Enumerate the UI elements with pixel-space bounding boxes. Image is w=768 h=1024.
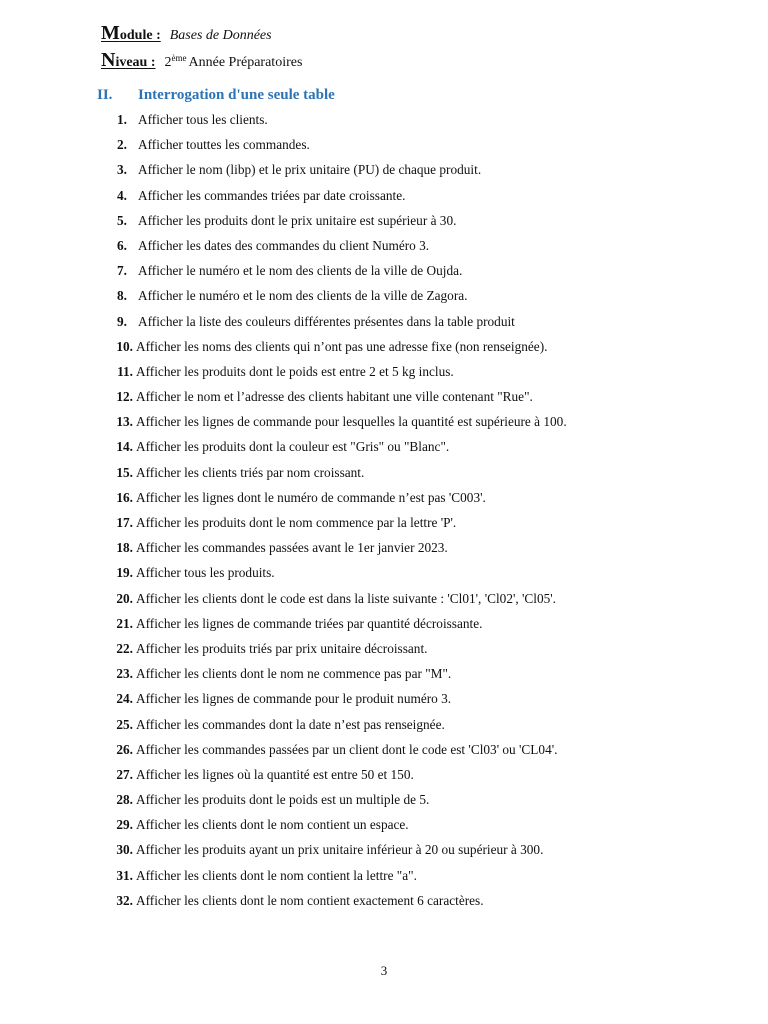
item-text: Afficher la liste des couleurs différentes présentes dans la table produit	[138, 313, 515, 329]
item-number: 7.	[117, 263, 127, 279]
item-number: 14.	[116, 439, 133, 455]
list-item	[0, 339, 567, 364]
list-item	[0, 515, 567, 540]
item-number: 26.	[116, 741, 133, 757]
item-text: Afficher les lignes de commande pour lesquelles la quantité est supérieure à 100.	[136, 414, 567, 430]
item-text: Afficher les clients dont le nom ne commence pas par "M".	[136, 666, 452, 682]
item-text: Afficher les clients dont le nom contient la lettre "a".	[136, 867, 417, 883]
level-value	[165, 47, 303, 74]
item-text: Afficher les produits dont le poids est un multiple de 5.	[136, 792, 430, 808]
list-item	[0, 112, 567, 137]
item-number: 10.	[116, 338, 133, 354]
list-item	[0, 314, 567, 339]
item-text: Afficher les produits triés par prix unitaire décroissant.	[136, 640, 428, 656]
module-label-initial: M	[101, 22, 120, 44]
item-text: Afficher les commandes dont la date n’est pas renseignée.	[136, 716, 445, 732]
item-text: Afficher les lignes dont le numéro de commande n’est pas 'C003'.	[136, 489, 486, 505]
item-number: 23.	[116, 666, 133, 682]
item-number: 22.	[116, 640, 133, 656]
list-item	[0, 893, 567, 918]
item-number: 8.	[117, 288, 127, 304]
item-number: 20.	[116, 590, 133, 606]
list-item	[0, 742, 567, 767]
level-superscript: ème	[171, 53, 187, 63]
list-item	[0, 238, 567, 263]
item-text: Afficher les lignes de commande triées par quantité décroissante.	[136, 615, 483, 631]
item-text: Afficher les produits ayant un prix unitaire inférieur à 20 ou supérieur à 300.	[136, 842, 544, 858]
item-number: 11.	[117, 363, 133, 379]
item-text: Afficher les commandes passées par un client dont le code est 'Cl03' ou 'CL04'.	[136, 741, 558, 757]
list-item	[0, 565, 567, 590]
list-item	[0, 288, 567, 313]
level-label-rest: iveau :	[115, 55, 156, 70]
item-number: 3.	[117, 162, 127, 178]
list-item	[0, 188, 567, 213]
item-number: 29.	[116, 817, 133, 833]
item-number: 32.	[116, 892, 133, 908]
list-item	[0, 389, 567, 414]
section-heading	[97, 87, 335, 104]
item-text: Afficher touttes les commandes.	[138, 137, 310, 153]
list-item	[0, 792, 567, 817]
item-number: 28.	[116, 792, 133, 808]
item-text: Afficher tous les produits.	[136, 565, 275, 581]
level-label	[101, 49, 156, 74]
list-item	[0, 868, 567, 893]
module-label-rest: odule :	[119, 28, 161, 43]
item-text: Afficher le numéro et le nom des clients de la ville de Zagora.	[138, 288, 468, 304]
level-text: Année Préparatoires	[188, 55, 303, 70]
item-number: 12.	[116, 389, 133, 405]
level-line	[101, 47, 302, 74]
list-item	[0, 817, 567, 842]
item-number: 1.	[117, 112, 127, 127]
item-text: Afficher les clients dont le nom contient un espace.	[136, 817, 409, 833]
list-item	[0, 364, 567, 389]
item-number: 18.	[116, 540, 133, 556]
list-item	[0, 641, 567, 666]
item-text: Afficher les clients dont le code est dans la liste suivante : 'Cl01', 'Cl02', 'Cl05'.	[136, 590, 556, 606]
document-header	[101, 22, 302, 74]
item-number: 5.	[117, 212, 127, 228]
item-number: 31.	[116, 867, 133, 883]
item-text: Afficher les commandes passées avant le 1er janvier 2023.	[136, 540, 448, 556]
item-number: 4.	[117, 187, 127, 203]
item-text: Afficher les produits dont le poids est entre 2 et 5 kg inclus.	[136, 363, 454, 379]
item-text: Afficher les commandes triées par date croissante.	[138, 187, 406, 203]
item-number: 25.	[116, 716, 133, 732]
level-number: 2	[164, 55, 172, 70]
item-text: Afficher les clients triés par nom croissant.	[136, 464, 365, 480]
list-item	[0, 717, 567, 742]
list-item	[0, 591, 567, 616]
item-text: Afficher les lignes où la quantité est entre 50 et 150.	[136, 766, 414, 782]
item-number: 30.	[116, 842, 133, 858]
list-item	[0, 213, 567, 238]
page-number: 3	[380, 963, 388, 978]
level-label-initial: N	[101, 49, 116, 71]
list-item	[0, 162, 567, 187]
item-text: Afficher les produits dont la couleur est "Gris" ou "Blanc".	[136, 439, 450, 455]
item-number: 21.	[116, 615, 133, 631]
list-item	[0, 439, 567, 464]
list-item	[0, 666, 567, 691]
item-text: Afficher les noms des clients qui n’ont pas une adresse fixe (non renseignée).	[136, 338, 548, 354]
item-text: Afficher les produits dont le nom commence par la lettre 'P'.	[136, 515, 457, 530]
exercise-list	[0, 112, 567, 918]
item-number: 13.	[116, 414, 133, 430]
list-item	[0, 490, 567, 515]
item-text: Afficher le nom (libp) et le prix unitaire (PU) de chaque produit.	[138, 162, 482, 178]
list-item	[0, 414, 567, 439]
item-text: Afficher tous les clients.	[138, 112, 268, 127]
item-text: Afficher le numéro et le nom des clients de la ville de Oujda.	[138, 263, 463, 279]
list-item	[0, 842, 567, 867]
item-number: 6.	[117, 237, 127, 253]
section-number: II.	[97, 87, 113, 103]
item-number: 15.	[116, 464, 133, 480]
item-number: 19.	[116, 565, 133, 581]
item-number: 24.	[116, 691, 133, 707]
item-number: 9.	[117, 313, 127, 329]
item-text: Afficher les produits dont le prix unitaire est supérieur à 30.	[138, 212, 457, 228]
module-value: Bases de Données	[169, 28, 272, 43]
list-item	[0, 767, 567, 792]
module-line	[101, 22, 302, 47]
list-item	[0, 540, 567, 565]
section-title: Interrogation d'une seule table	[138, 87, 335, 103]
item-text: Afficher les clients dont le nom contient exactement 6 caractères.	[136, 892, 484, 908]
list-item	[0, 465, 567, 490]
item-text: Afficher les dates des commandes du client Numéro 3.	[138, 237, 430, 253]
list-item	[0, 137, 567, 162]
list-item	[0, 616, 567, 641]
item-number: 2.	[117, 137, 127, 153]
module-label	[101, 22, 161, 47]
list-item	[0, 263, 567, 288]
list-item	[0, 691, 567, 716]
item-text: Afficher les lignes de commande pour le produit numéro 3.	[136, 691, 452, 707]
item-number: 27.	[116, 766, 133, 782]
item-number: 17.	[116, 515, 133, 530]
item-number: 16.	[116, 489, 133, 505]
item-text: Afficher le nom et l’adresse des clients habitant une ville contenant "Rue".	[136, 389, 533, 405]
